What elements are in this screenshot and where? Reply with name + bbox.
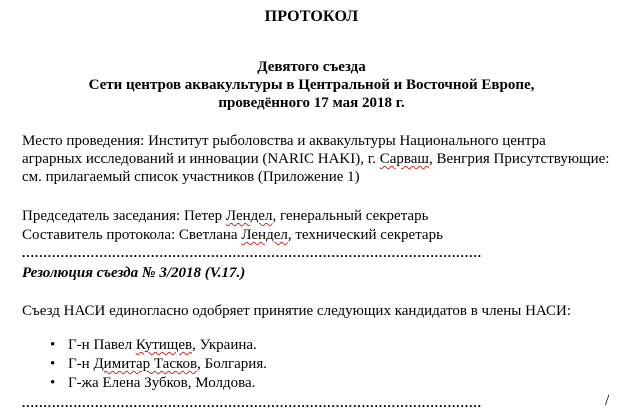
list-item bbox=[50, 374, 267, 393]
bullet-icon: • bbox=[50, 356, 56, 372]
candidate-country: , Болгария. bbox=[197, 356, 267, 372]
bullet-icon: • bbox=[50, 375, 56, 391]
candidate-name: Димитар Тасков bbox=[93, 356, 198, 372]
list-item bbox=[50, 355, 267, 374]
separator-top: ........................................................................................................... bbox=[22, 246, 483, 260]
venue-line-3: см. прилагаемый список участников (Приложение 1) bbox=[22, 169, 360, 185]
candidate-prefix: Г-жа Елена Зубков, Молдова. bbox=[68, 375, 256, 391]
candidate-prefix: Г-н Павел bbox=[68, 337, 136, 353]
secretary-line bbox=[22, 226, 443, 244]
subtitle-line-2: Сети центров аквакультуры в Центральной и Восточной Европе, bbox=[88, 77, 535, 93]
separator-end-mark: / bbox=[605, 392, 610, 409]
bullet-icon: • bbox=[50, 337, 56, 353]
secretary-label: Составитель протокола: Светлана bbox=[22, 227, 242, 243]
list-item bbox=[50, 336, 267, 355]
candidate-list bbox=[50, 336, 267, 393]
venue-line-1: Место проведения: Институт рыболовства и аквакультуры Национального центра bbox=[22, 133, 546, 149]
chair-surname: Лендел bbox=[225, 208, 273, 224]
resolution-intro: Съезд НАСИ единогласно одобряет принятие следующих кандидатов в члены НАСИ: bbox=[22, 303, 571, 319]
candidate-prefix: Г-н bbox=[68, 356, 94, 372]
venue-city: Сарваш bbox=[379, 151, 429, 167]
secretary-role: , технический секретарь bbox=[287, 227, 443, 243]
chair-role: , генеральный секретарь bbox=[272, 208, 429, 224]
candidate-name: Кутищев bbox=[135, 337, 193, 353]
subtitle-line-3: проведённого 17 мая 2018 г. bbox=[218, 95, 405, 111]
separator-bottom: ........................................................................................................... bbox=[22, 396, 483, 410]
document-title: ПРОТОКОЛ bbox=[264, 8, 359, 25]
secretary-surname: Лендел bbox=[241, 227, 288, 243]
chairperson-line bbox=[22, 207, 428, 225]
venue-country: , Венгрия Присутствующие: bbox=[428, 151, 610, 167]
venue-text: аграрных исследований и инновации (NARIC HAKI), г. bbox=[22, 151, 380, 167]
chair-label: Председатель заседания: Петер bbox=[22, 208, 226, 224]
venue-line-2 bbox=[22, 150, 609, 168]
resolution-heading: Резолюция съезда № 3/2018 (V.17.) bbox=[22, 265, 246, 281]
subtitle-line-1: Девятого съезда bbox=[257, 59, 366, 75]
candidate-country: , Украина. bbox=[192, 337, 257, 353]
